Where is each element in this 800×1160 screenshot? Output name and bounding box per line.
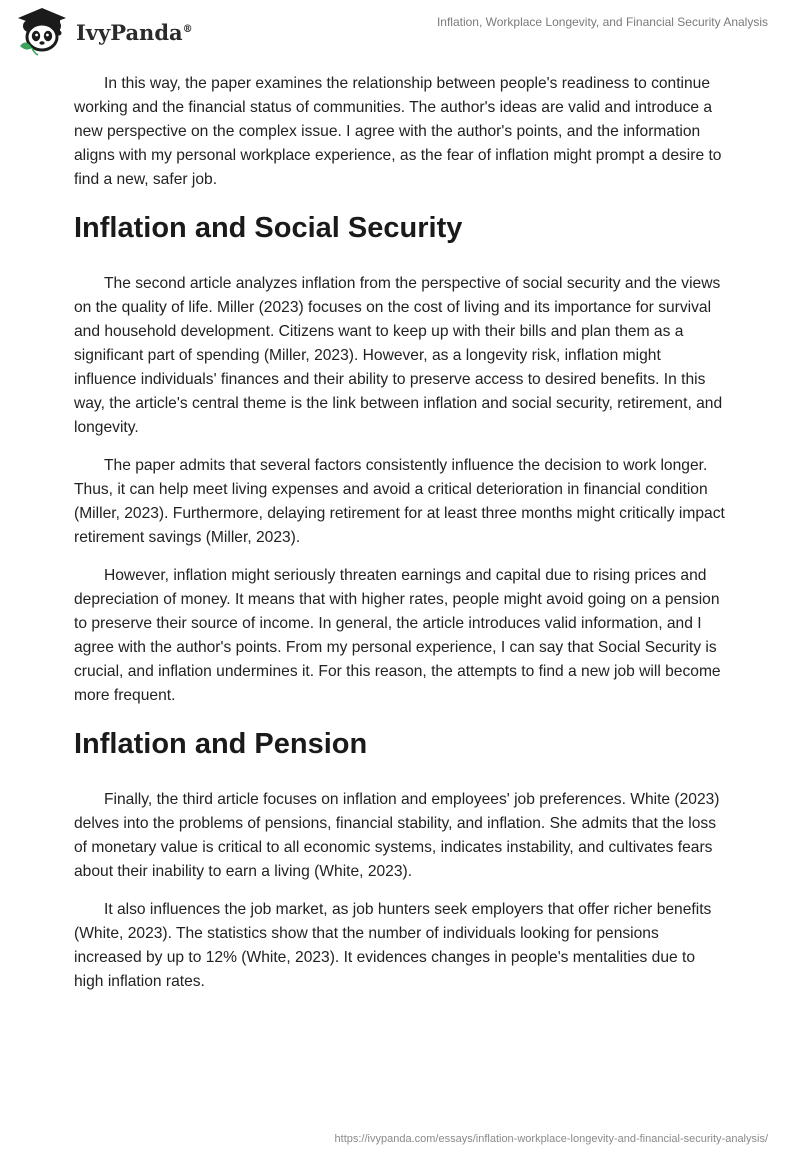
paragraph: However, inflation might seriously threaten earnings and capital due to rising prices and depreciation of money. It means that with higher rates, people might avoid going on a pension to preserve their source of income. In general, the article introduces valid information, and I agree with the author's points. From my personal experience, I can say that Social Security is crucial, and inflation undermines it. For this reason, the attempts to find a new job will become more frequent. [74, 567, 721, 704]
source-url[interactable]: https://ivypanda.com/essays/inflation-workplace-longevity-and-financial-security-analysis/ [334, 1133, 768, 1145]
paragraph: The paper admits that several factors consistently influence the decision to work longer. Thus, it can help meet living expenses and avoid a critical deterioration in financial condition (Miller, 2023). Furthermore, delaying retirement for at least three months might critically impact retirement savings (Miller, 2023). [74, 457, 725, 546]
page-header [0, 0, 800, 60]
paragraph: The second article analyzes inflation from the perspective of social security and the views on the quality of life. Miller (2023) focuses on the cost of living and its importance for survival and household development. Citizens want to keep up with their bills and plan them as a significant part of spending (Miller, 2023). However, as a longevity risk, inflation might influence individuals' finances and their ability to preserve access to desired benefits. In this way, the article's central theme is the link between inflation and social security, retirement, and longevity. [74, 275, 723, 436]
paragraph: Finally, the third article focuses on inflation and employees' job preferences. White (2023) delves into the problems of pensions, financial stability, and inflation. She admits that the loss of monetary value is critical to all economic systems, indicates instability, and cultivates fears about their inability to earn a living (White, 2023). [74, 791, 720, 880]
section-heading-pension: Inflation and Pension [74, 728, 368, 760]
ivypanda-logo[interactable] [14, 6, 204, 56]
intro-paragraph: In this way, the paper examines the relationship between people's readiness to continue working and the financial status of communities. The author's ideas are valid and introduce a new perspective on the complex issue. I agree with the author's points, and the information aligns with my personal workplace experience, as the fear of inflation might prompt a desire to find a new, safer job. [74, 75, 722, 188]
panda-graduation-cap-icon [14, 6, 70, 56]
section-heading-social-security: Inflation and Social Security [74, 212, 463, 244]
brand-name: IvyPanda® [76, 20, 193, 45]
document-title: Inflation, Workplace Longevity, and Financial Security Analysis [436, 15, 768, 29]
paragraph: It also influences the job market, as job hunters seek employers that offer richer benefits (White, 2023). The statistics show that the number of individuals looking for pensions increased by up to 12% (White, 2023). It evidences changes in people's mentalities due to high inflation rates. [74, 901, 712, 990]
essay-content [74, 72, 726, 1008]
